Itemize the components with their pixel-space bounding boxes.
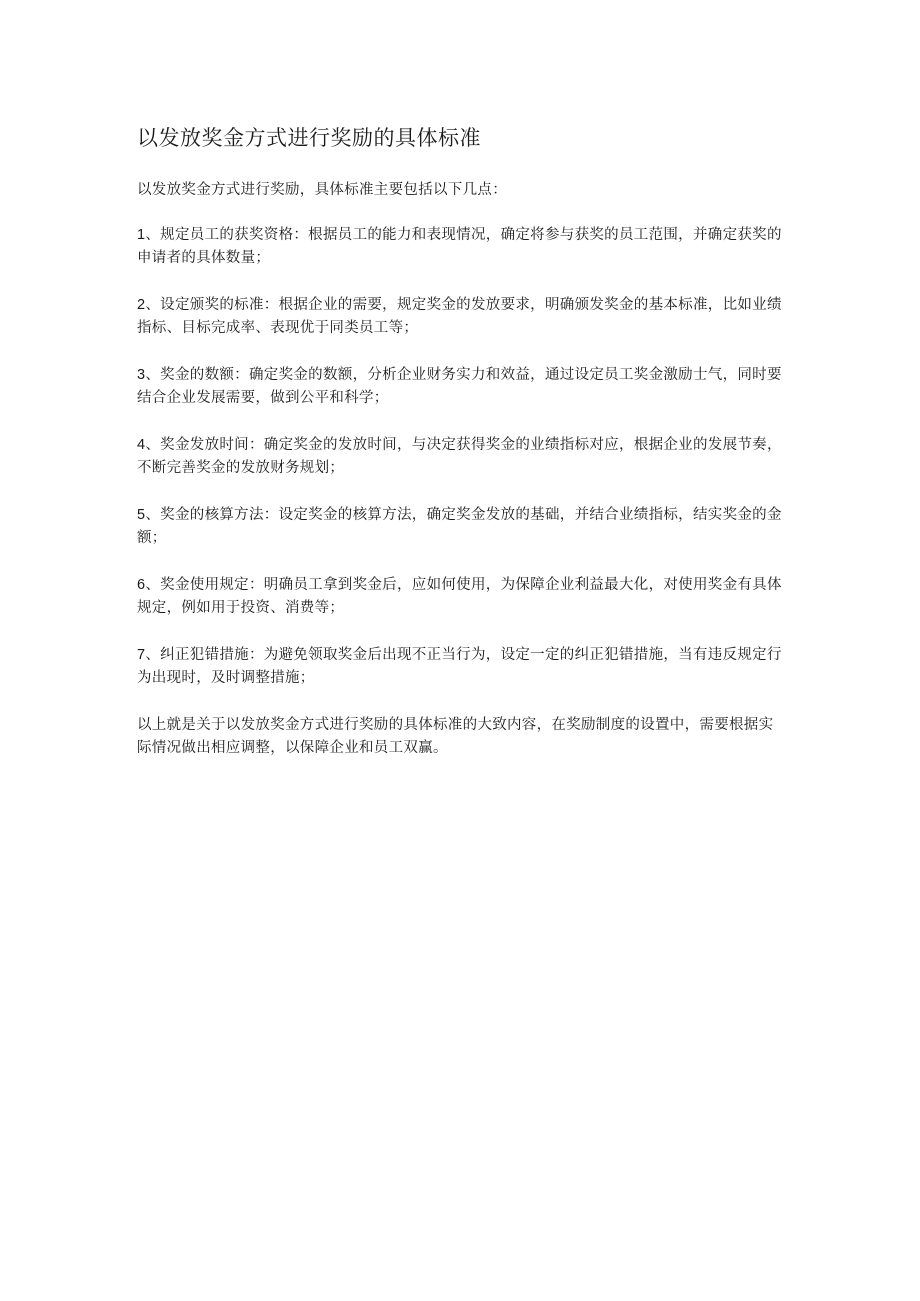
conclusion-paragraph: 以上就是关于以发放奖金方式进行奖励的具体标准的大致内容，在奖励制度的设置中，需要根据实际情况做出相应调整，以保障企业和员工双赢。 [137, 717, 774, 756]
document-title: 以发放奖金方式进行奖励的具体标准 [137, 126, 481, 150]
item-text: 、奖金发放时间：确定奖金的发放时间，与决定获得奖金的业绩指标对应，根据企业的发展节奏，不断完善奖金的发放财务规划； [137, 437, 782, 476]
item-text: 、纠正犯错措施：为避免领取奖金后出现不正当行为，设定一定的纠正犯错措施，当有违反规定行为出现时，及时调整措施； [137, 647, 782, 686]
item-text: 、奖金使用规定：明确员工拿到奖金后，应如何使用，为保障企业利益最大化，对使用奖金有具体规定，例如用于投资、消费等； [137, 577, 782, 616]
list-item [137, 294, 787, 340]
intro-paragraph: 以发放奖金方式进行奖励，具体标准主要包括以下几点： [137, 182, 507, 198]
list-item [137, 574, 787, 620]
list-item [137, 644, 787, 690]
item-number: 3 [137, 367, 146, 383]
item-number: 1 [137, 227, 146, 243]
document-body [137, 121, 787, 784]
item-text: 、设定颁奖的标准：根据企业的需要，规定奖金的发放要求，明确颁发奖金的基本标准，比如业绩指标、目标完成率、表现优于同类员工等； [137, 297, 782, 336]
item-number: 5 [137, 507, 146, 523]
item-text: 、规定员工的获奖资格：根据员工的能力和表现情况，确定将参与获奖的员工范围，并确定获奖的申请者的具体数量； [137, 227, 782, 266]
item-number: 4 [137, 437, 146, 453]
item-number: 7 [137, 647, 146, 663]
list-item [137, 434, 787, 480]
item-text: 、奖金的数额：确定奖金的数额，分析企业财务实力和效益，通过设定员工奖金激励士气，同时要结合企业发展需要，做到公平和科学； [137, 367, 782, 406]
item-number: 6 [137, 577, 146, 593]
item-text: 、奖金的核算方法：设定奖金的核算方法，确定奖金发放的基础，并结合业绩指标，结实奖金的金额； [137, 507, 782, 546]
item-number: 2 [137, 297, 146, 313]
list-item [137, 364, 787, 410]
list-item [137, 224, 787, 270]
list-item [137, 504, 787, 550]
